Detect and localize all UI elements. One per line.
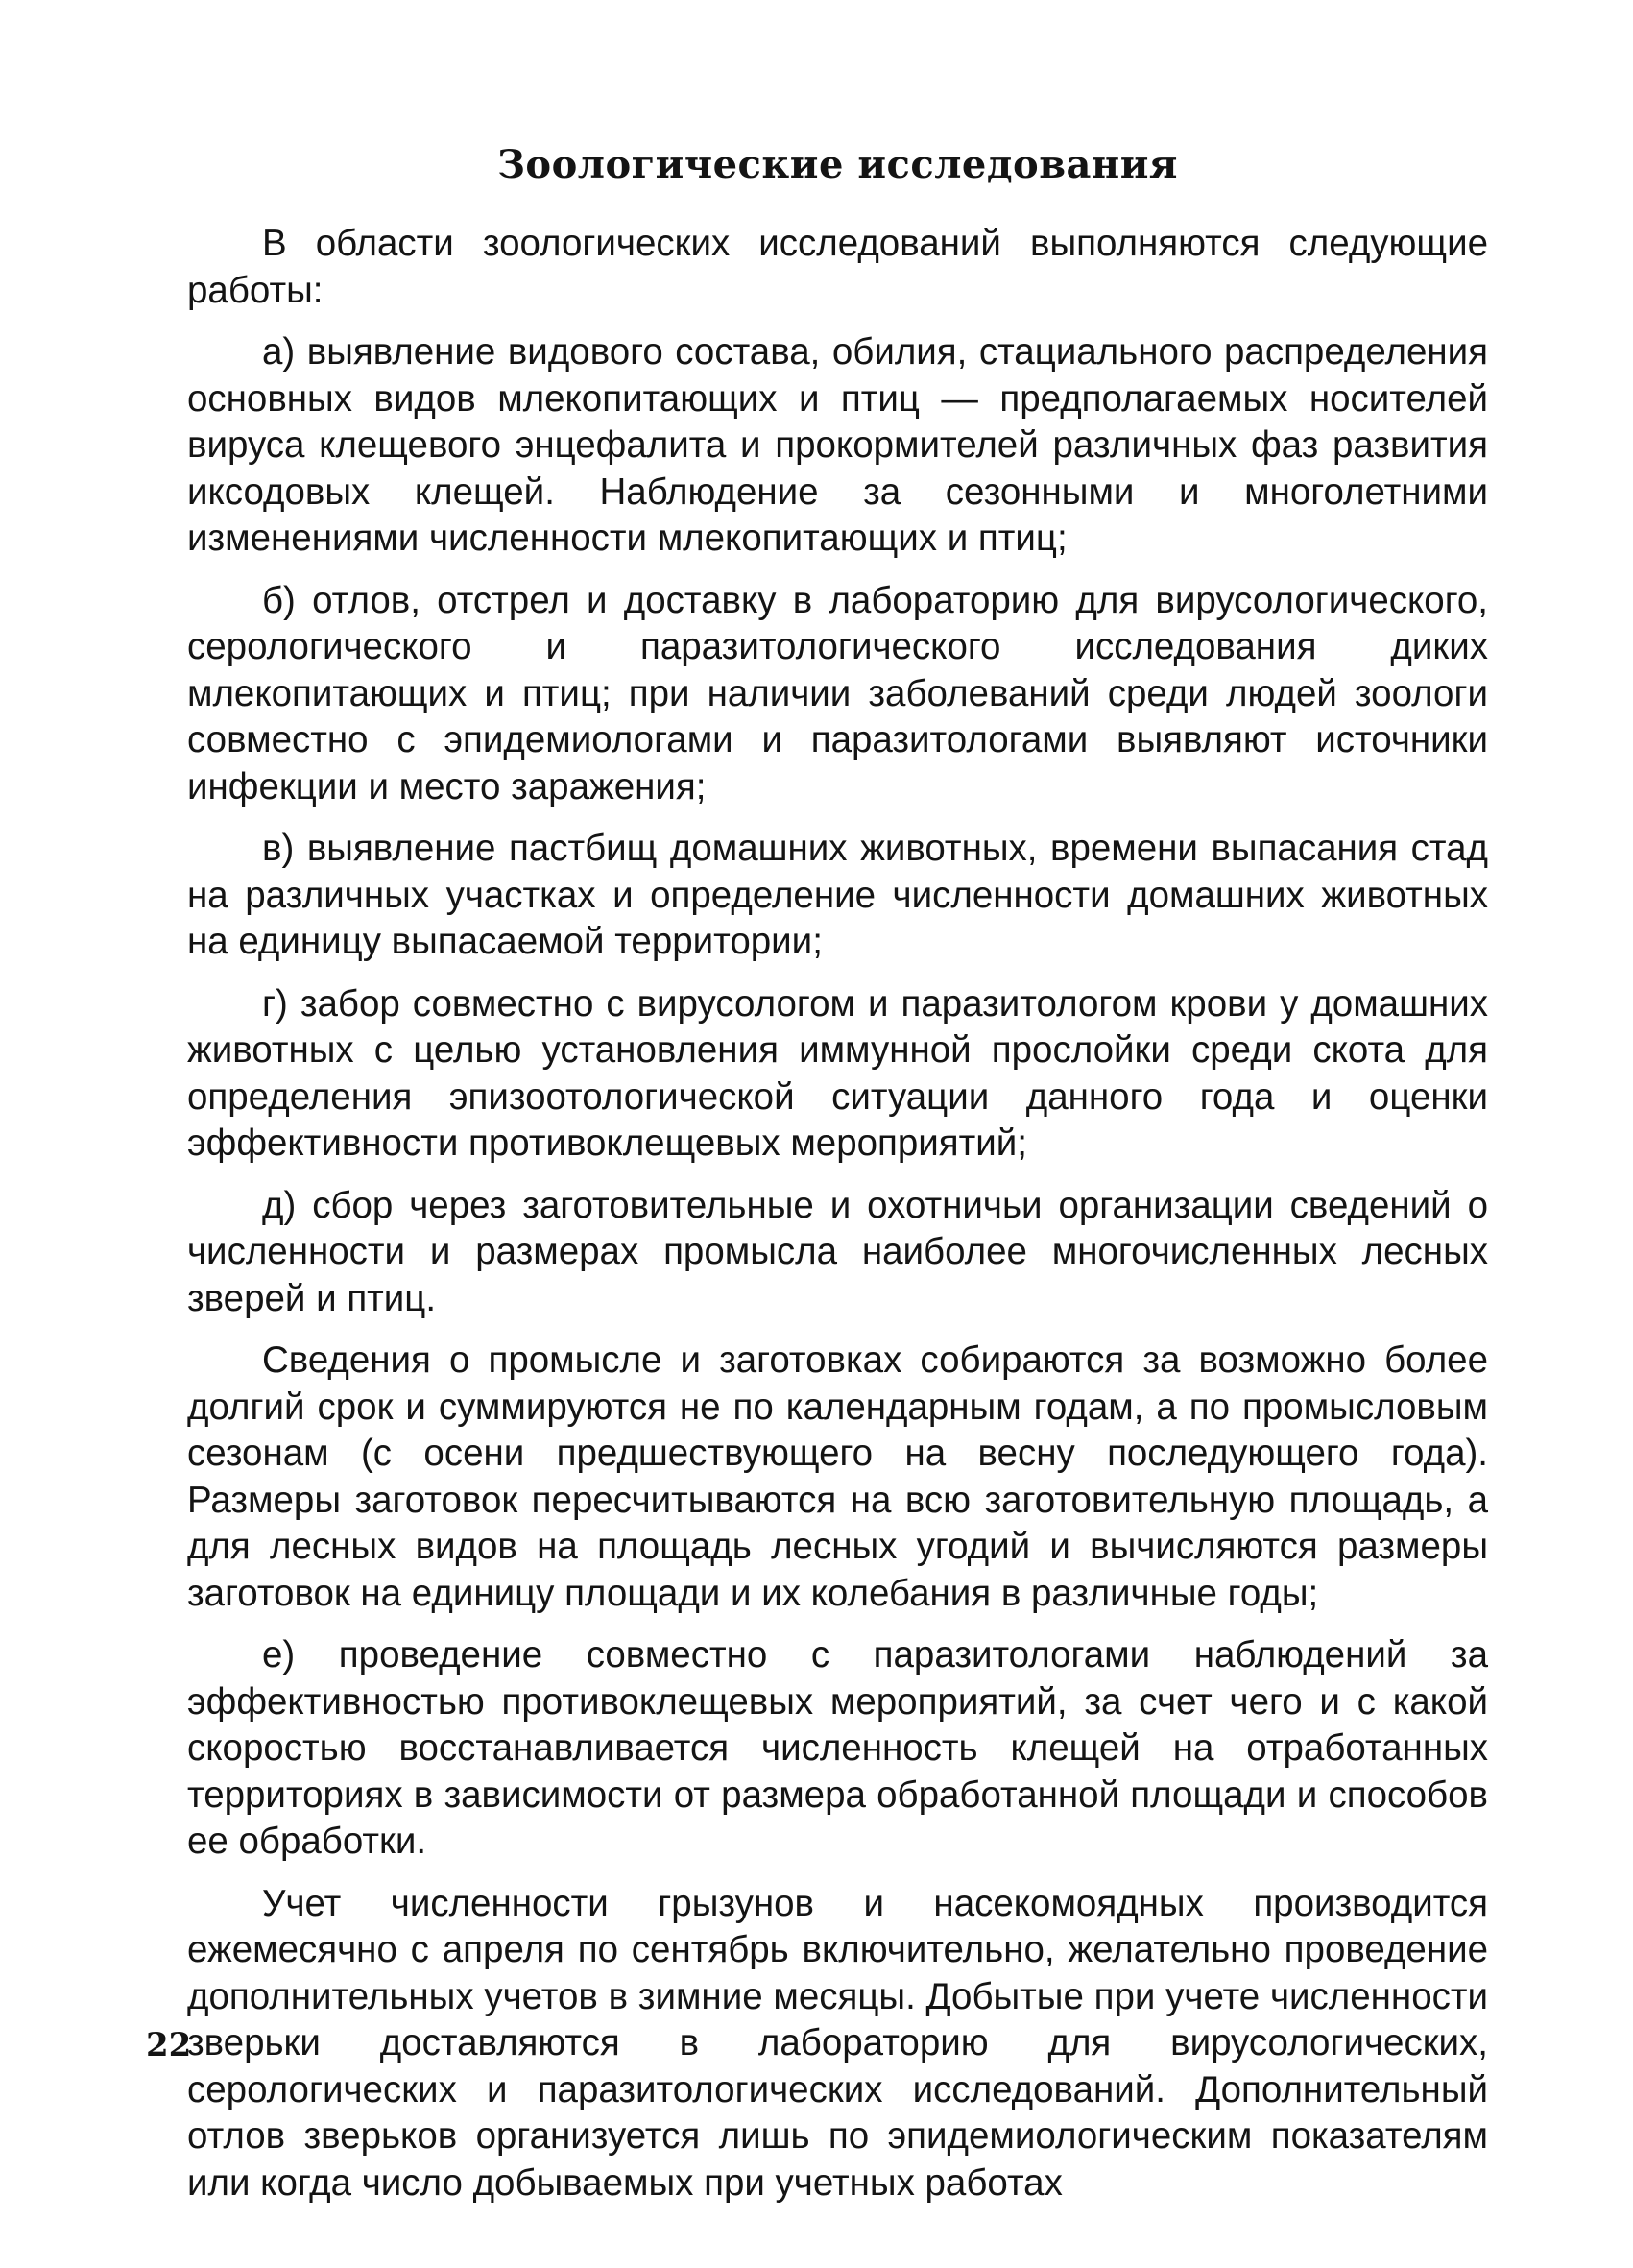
trade-data-paragraph: Сведения о промысле и заготовках собираются за возможно более долгий срок и суммируются не по календарным годам, а по промысловым сезонам (с осени предшествующего на весну последующего года). Размеры заготовок пересчитываются на всю заготовительную площадь, а для лесных видов на площадь лесных угодий и вычисляются размеры заготовок на единицу площади и их колебания в различные годы; (187, 1339, 1488, 1614)
item-b-paragraph: б) отлов, отстрел и доставку в лабораторию для вирусологического, серологического и паразитологического исследования диких млекопитающих и птиц; при наличии заболеваний среди людей зоологи совместно с эпидемиологами и паразитологами выявляют источники инфекции и место заражения; (187, 579, 1488, 808)
intro-paragraph: В области зоологических исследований выполняются следующие работы: (187, 223, 1488, 311)
section-title: Зоологические исследования (497, 142, 1178, 187)
item-d-paragraph: д) сбор через заготовительные и охотничьи организации сведений о численности и размерах промысла наиболее многочисленных лесных зверей и птиц. (187, 1184, 1488, 1319)
item-g-paragraph: г) забор совместно с вирусологом и паразитологом крови у домашних животных с целью установления иммунной прослойки среди скота для определения эпизоотологической ситуации данного года и оценки эффективности противоклещевых мероприятий; (187, 982, 1488, 1164)
item-v-paragraph: в) выявление пастбищ домашних животных, времени выпасания стад на различных участках и определение численности домашних животных на единицу выпасаемой территории; (187, 828, 1488, 962)
page-number: 22 (146, 2026, 192, 2064)
item-e-paragraph: е) проведение совместно с паразитологами наблюдений за эффективностью противоклещевых мероприятий, за счет чего и с какой скоростью восстанавливается численность клещей на отработанных территориях в зависимости от размера обработанной площади и способов ее обработки. (187, 1634, 1488, 1862)
rodent-count-paragraph: Учет численности грызунов и насекомоядных производится ежемесячно с апреля по сентябрь включительно, желательно проведение дополнительных учетов в зимние месяцы. Добытые при учете численности зверьки доставляются в лабораторию для вирусологических, серологических и паразитологических исследований. Дополнительный отлов зверьков организуется лишь по эпидемиологическим показателям или когда число добываемых при учетных работах (187, 1882, 1488, 2204)
page-body (187, 142, 1488, 2222)
item-a-paragraph: а) выявление видового состава, обилия, стациального распределения основных видов млекопитающих и птиц — предполагаемых носителей вируса клещевого энцефалита и прокормителей различных фаз развития иксодовых клещей. Наблюдение за сезонными и многолетними изменениями численности млекопитающих и птиц; (187, 331, 1488, 559)
